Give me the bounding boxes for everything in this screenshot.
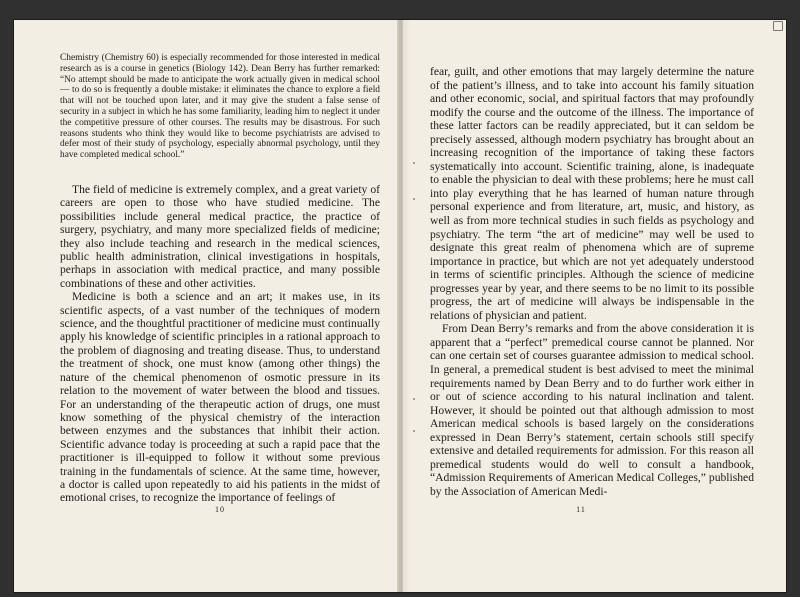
- right-page-number: 11: [576, 505, 586, 514]
- quote-paragraph: Chemistry (Chemistry 60) is especially recommended for those interested in medical research as is a course in genetics (Biology 142). Dean Berry has further remarked: “No attempt should be made to anticipate the work actually given in medical school — to do so is frequently a double mistake: it eliminates the chance to explore a field that will not be touched upon later, and it may give the student a false sense of security in a subject in which he has some familiarity, leading him to neglect it under the competitive pressure of other courses. The results may be disastrous. For such reasons students who think they would like to become psychiatrists are advised to defer most of their study of psychology, especially abnormal psychology, until they have completed medical school.”: [60, 53, 380, 161]
- book-spread: [14, 20, 786, 592]
- right-page: [401, 20, 786, 592]
- right-paragraph-1: fear, guilt, and other emotions that may largely determine the nature of the patient’s illness, and to take into account his family situation and other economic, social, and spiritual factors that may profoundly modify the course and the outcome of the illness. The importance of these latter factors can be readily appreciated, but it can seldom be precisely assessed, although modern psychiatry has brought about an increasing recognition of the importance of taking these factors systematically into account. Scientific training, alone, is inadequate to enable the physician to deal with these problems; here he must call into play everything that he has learned of human nature through personal experience and from literature, art, music, and history, as well as from more technical studies in such fields as psychology and psychiatry. The term “the art of medicine” may well be used to designate this great realm of phenomena which are of supreme importance in practice, but which are not yet adequately understood in terms of scientific principles. Although the science of medicine progresses year by year, and there seems to be no limit to its possible progress, the art of medicine will always be indispensable in the relations of physician and patient.: [430, 65, 754, 322]
- left-page: [14, 20, 399, 592]
- dust-speck: [413, 162, 415, 164]
- dust-speck: [413, 398, 415, 400]
- left-body-text: [60, 183, 380, 505]
- right-body-text: [430, 65, 754, 499]
- right-paragraph-2: From Dean Berry’s remarks and from the above consideration it is apparent that a “perfect” premedical course cannot be planned. Nor can one certain set of courses guarantee admission to medical school. In general, a premedical student is best advised to meet the minimal requirements named by Dean Berry and to do further work either in or out of science according to his natural inclination and talent. However, it should be pointed out that although admission to most American medical schools is based largely on the considerations expressed in Dean Berry’s statement, certain schools still specify extensive and detailed requirements for admission. For this reason all premedical students would do well to consult a handbook, “Admission Requirements of American Medical Colleges,” published by the Association of American Medi-: [430, 322, 754, 498]
- quote-block: [60, 53, 380, 161]
- corner-mark: [773, 21, 783, 31]
- left-paragraph-2: Medicine is both a science and an art; it makes use, in its scientific aspects, of a vast number of the techniques of modern science, and the thoughtful practitioner of medicine must continually apply his knowledge of scientific principles in a rational approach to the problem of diagnosing and treating disease. Thus, to understand the treatment of shock, one must know (among other things) the nature of the chemical phenomenon of osmotic pressure in its relation to the movement of water between the blood and tissues. For an understanding of the therapeutic action of drugs, one must know something of the physical chemistry of the interaction between enzymes and the substances that inhibit their action. Scientific advance today is proceeding at such a rapid pace that the practitioner is ill-equipped to follow it without some previous training in the fundamentals of science. At the same time, however, a doctor is called upon repeatedly to aid his patients in the midst of emotional crises, to recognize the importance of feelings of: [60, 290, 380, 505]
- left-page-number: 10: [215, 505, 225, 514]
- left-paragraph-1: The field of medicine is extremely complex, and a great variety of careers are open to those who have studied medicine. The possibilities include general medical practice, the practice of surgery, psychiatry, and many more specialized fields of medicine; they also include teaching and research in the medical sciences, public health administration, clinical investigations in hospitals, perhaps in association with medical practice, and many possible combinations of these and other activities.: [60, 183, 380, 290]
- dust-speck: [413, 430, 415, 432]
- dust-speck: [413, 198, 415, 200]
